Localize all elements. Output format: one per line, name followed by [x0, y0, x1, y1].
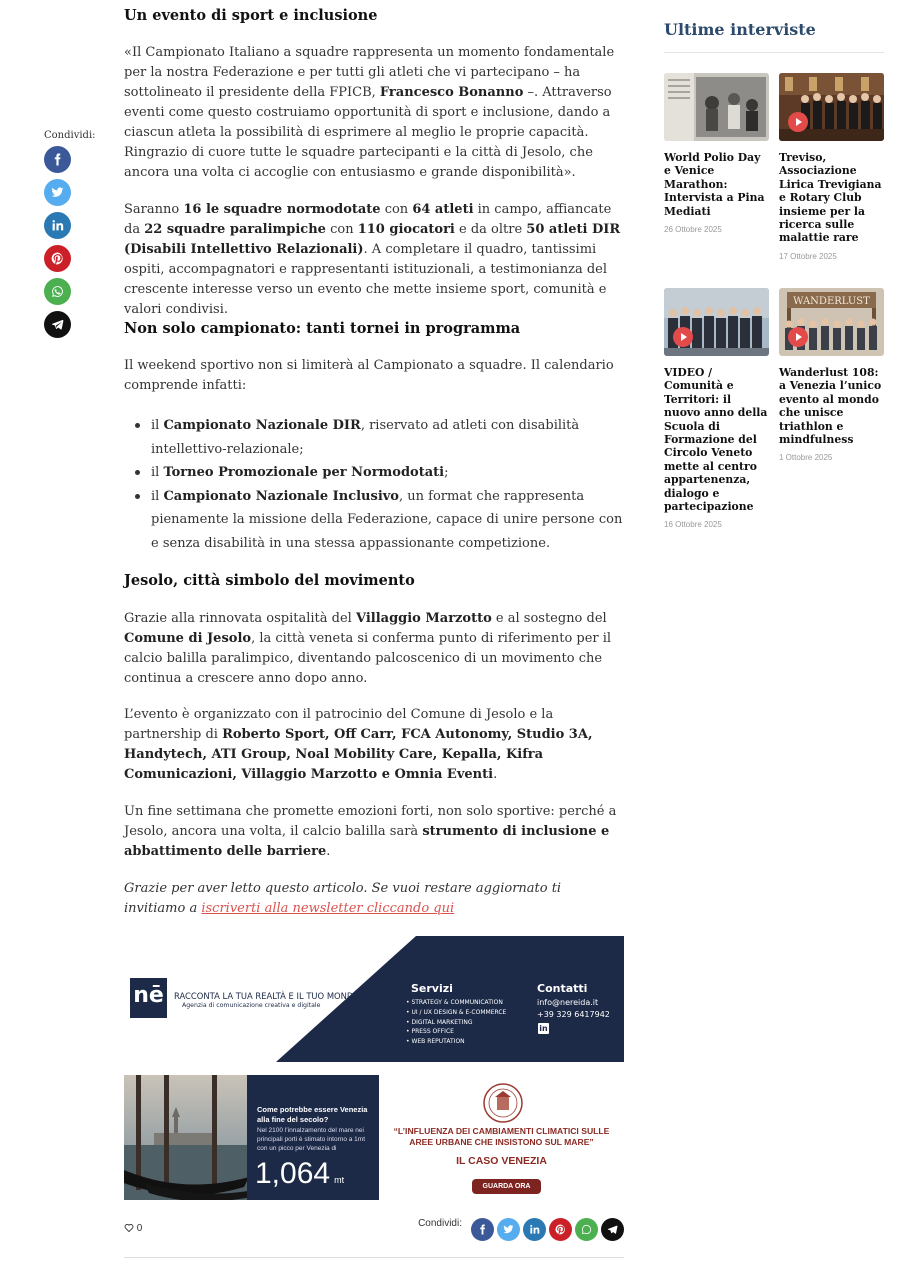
footer-share-bar — [418, 1218, 624, 1241]
whatsapp-icon — [51, 285, 64, 298]
banner-subtagline: Agenzia di comunicazione creativa e digitale — [182, 1002, 321, 1009]
interview-card[interactable] — [664, 73, 769, 234]
venezia-climate-banner[interactable] — [124, 1075, 624, 1200]
logo-subtext: nereidaagency — [130, 1011, 160, 1016]
section-heading: Non solo campionato: tanti tornei in programma — [124, 320, 521, 337]
interview-date: 26 Ottobre 2025 — [664, 225, 722, 235]
section-heading: Un evento di sport e inclusione — [124, 7, 378, 24]
banner-tagline: RACCONTA LA TUA REALTÀ E IL TUO MONDO — [174, 991, 360, 1001]
sea-rise-unit: mt — [334, 1175, 345, 1185]
whatsapp-share-button[interactable] — [575, 1218, 598, 1241]
article-paragraph: «Il Campionato Italiano a squadre rappresenta un momento fondamentale per la nostra Federazione e per tutti gli atleti che vi partecipano – ha sottolineato il presidente della FPICB, Francesco Bonanno –. Attraverso eventi come questo costruiamo opportunità di sport e inclusione, dando a ciascun atleta la possibilità di esprimere al meglio le proprie capacità. Ringrazio di cuore tutte le squadre partecipanti e la città di Jesolo, che ancora una volta ci accoglie con entusiasmo e grande disponibilità». — [124, 45, 615, 180]
like-count: 0 — [136, 1223, 143, 1234]
pinterest-icon — [555, 1224, 566, 1235]
telegram-icon — [51, 318, 64, 331]
share-label: Condividi: — [418, 1218, 462, 1229]
interview-card[interactable] — [779, 73, 884, 261]
contact-email: info@nereida.it — [537, 998, 599, 1007]
service-item: • DIGITAL MARKETING — [406, 1018, 473, 1026]
services-title: Servizi — [411, 982, 453, 995]
play-icon[interactable] — [673, 327, 693, 347]
ad-question: Come potrebbe essere Venezia alla fine del secolo? — [257, 1105, 368, 1124]
play-icon[interactable] — [788, 327, 808, 347]
like-button[interactable] — [124, 1223, 142, 1234]
nereida-banner[interactable] — [124, 936, 624, 1062]
article-paragraph: Un fine settimana che promette emozioni forti, non solo sportive: perché a Jesolo, ancora una volta, il calcio balilla sarà strumento di inclusione e abbattimento delle barriere. — [124, 804, 617, 859]
interview-card[interactable] — [779, 288, 884, 462]
interview-thumbnail[interactable] — [664, 288, 769, 356]
watch-now-button[interactable]: GUARDA ORA — [472, 1179, 541, 1194]
telegram-share-button[interactable] — [601, 1218, 624, 1241]
whatsapp-icon — [581, 1224, 592, 1235]
newsletter-note: Grazie per aver letto questo articolo. Se vuoi restare aggiornato ti invitiamo a iscriverti alla newsletter cliccando qui — [124, 881, 562, 916]
article-paragraph: Saranno 16 le squadre normodotate con 64 atleti in campo, affiancate da 22 squadre paralimpiche con 110 giocatori e da oltre 50 atleti DIR (Disabili Intellettivo Relazionali). A completare il quadro, tantissimi ospiti, accompagnatori e rappresentanti istituzionali, a testimonianza del crescente interesse verso un evento che mette insieme sport, comunità e valori condivisi. — [124, 202, 621, 317]
pinterest-share-button[interactable] — [44, 245, 71, 272]
heart-icon — [124, 1223, 134, 1232]
interview-date: 16 Ottobre 2025 — [664, 520, 722, 530]
facebook-icon — [477, 1224, 488, 1235]
service-item: • PRESS OFFICE — [406, 1028, 454, 1036]
linkedin-icon — [51, 219, 64, 232]
interview-date: 1 Ottobre 2025 — [779, 453, 833, 463]
article-footer — [124, 1218, 624, 1258]
linkedin-share-button[interactable] — [44, 212, 71, 239]
section-heading: Jesolo, città simbolo del movimento — [124, 572, 415, 589]
tournament-list — [124, 414, 624, 555]
newsletter-link[interactable]: iscriverti alla newsletter cliccando qui — [201, 901, 455, 916]
twitter-icon — [51, 186, 64, 199]
linkedin-icon — [529, 1224, 540, 1235]
telegram-share-button[interactable] — [44, 311, 71, 338]
nereida-logo: nē — [130, 978, 167, 1018]
sea-rise-number: 1,064 — [255, 1157, 331, 1190]
article-paragraph: L’evento è organizzato con il patrocinio del Comune di Jesolo e la partnership di Roberto Sport, Off Carr, FCA Autonomy, Studio 3A, Handytech, ATI Group, Noal Mobility Care, Kepalla, Kifra Comunicazioni, Villaggio Marzotto e Omnia Eventi. — [124, 707, 593, 782]
interview-thumbnail[interactable] — [779, 73, 884, 141]
university-seal-icon — [482, 1082, 524, 1124]
facebook-icon — [51, 153, 64, 166]
linkedin-share-button[interactable] — [523, 1218, 546, 1241]
interview-date: 17 Ottobre 2025 — [779, 251, 837, 261]
list-item: il Campionato Nazionale Inclusivo, un format che rappresenta pienamente la missione della Federazione, capace di unire persone con e senza disabilità in una stessa appassionante competizione. — [124, 485, 624, 556]
interview-title[interactable]: World Polio Day e Venice Marathon: Intervista a Pina Mediati — [664, 151, 765, 218]
interview-title[interactable]: Treviso, Associazione Lirica Trevigiana e Rotary Club insieme per la ricerca sulle malattie rare — [779, 151, 882, 245]
twitter-share-button[interactable] — [44, 179, 71, 206]
article-paragraph: Il weekend sportivo non si limiterà al Campionato a squadre. Il calendario comprende infatti: — [124, 358, 614, 393]
ad-quote: “L’INFLUENZA DEI CAMBIAMENTI CLIMATICI SULLE AREE URBANE CHE INSISTONO SUL MARE” — [393, 1126, 610, 1147]
telegram-icon — [607, 1224, 618, 1235]
linkedin-icon: in — [539, 1024, 548, 1033]
list-item: il Torneo Promozionale per Normodotati; — [124, 461, 624, 485]
facebook-share-button[interactable] — [44, 146, 71, 173]
facebook-share-button[interactable] — [471, 1218, 494, 1241]
pinterest-icon — [51, 252, 64, 265]
sea-rise-figure — [255, 1157, 344, 1191]
twitter-share-button[interactable] — [497, 1218, 520, 1241]
wanderlust-sign: WANDERLUST — [793, 296, 870, 307]
ad-body: Nel 2100 l’innalzamento del mare nei principali porti è stimato intorno a 1mt con un picco per Venezia di — [257, 1127, 366, 1152]
whatsapp-share-button[interactable] — [44, 278, 71, 305]
interview-card[interactable] — [664, 288, 769, 529]
interview-title[interactable]: VIDEO / Comunità e Territori: il nuovo anno della Scuola di Formazione del Circolo Veneto mette al centro appartenenza, dialogo e partecipazione — [664, 366, 768, 514]
contacts-title: Contatti — [537, 982, 588, 995]
service-item: • UI / UX DESIGN & E-COMMERCE — [406, 1008, 507, 1016]
sidebar-divider — [664, 52, 884, 53]
service-item: • WEB REPUTATION — [406, 1038, 465, 1046]
share-label: Condividi: — [44, 130, 96, 141]
service-item: • STRATEGY & COMMUNICATION — [406, 999, 503, 1006]
interview-title[interactable]: Wanderlust 108: a Venezia l’unico evento al mondo che unisce triathlon e mindfulness — [779, 366, 882, 447]
interview-thumbnail[interactable] — [664, 73, 769, 141]
pinterest-share-button[interactable] — [549, 1218, 572, 1241]
twitter-icon — [503, 1224, 514, 1235]
interview-thumbnail[interactable] — [779, 288, 884, 356]
list-item: il Campionato Nazionale DIR, riservato ad atleti con disabilità intellettivo-relazionale; — [124, 414, 624, 461]
services-list — [406, 998, 506, 1047]
sidebar-title: Ultime interviste — [664, 20, 816, 39]
contact-phone: +39 329 6417942 — [537, 1010, 610, 1019]
thumbnail-image — [664, 73, 769, 141]
ad-subtitle: IL CASO VENEZIA — [456, 1155, 547, 1167]
play-icon[interactable] — [788, 112, 808, 132]
share-sidebar — [44, 130, 96, 344]
article-paragraph: Grazie alla rinnovata ospitalità del Villaggio Marzotto e al sostegno del Comune di Jesolo, la città veneta si conferma punto di riferimento per il calcio balilla paralimpico, diventando palcoscenico di un movimento che continua a crescere anno dopo anno. — [124, 611, 612, 686]
